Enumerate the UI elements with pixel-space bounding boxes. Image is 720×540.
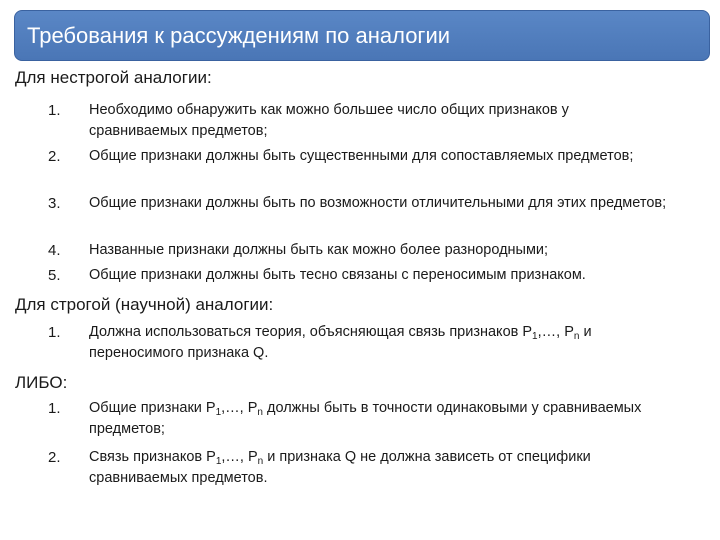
- subscript: 1: [215, 407, 222, 418]
- text-part: Должна использоваться теория, объясняющая связь признаков P: [89, 324, 533, 340]
- list-item-text: [89, 322, 671, 364]
- list-item-number: 2.: [48, 148, 61, 165]
- list-item-text: Общие признаки должны быть тесно связаны с переносимым признаком.: [89, 267, 586, 283]
- text-part: Общие признаки P: [89, 400, 216, 416]
- list-item-number: 4.: [48, 242, 61, 259]
- list-item-number: 1.: [48, 324, 61, 341]
- slide-title-bar: [14, 10, 710, 61]
- list-item-number: 5.: [48, 267, 61, 284]
- list-item-number: 1.: [48, 400, 61, 417]
- text-part: и переносимого признака Q.: [89, 324, 592, 361]
- text-part: ,…, P: [537, 324, 574, 340]
- list-item-number: 1.: [48, 102, 61, 119]
- subscript: 1: [215, 456, 222, 467]
- list-item-number: 2.: [48, 449, 61, 466]
- list-item-text: [89, 398, 671, 440]
- subscript: n: [257, 407, 263, 418]
- text-part: Связь признаков P: [89, 449, 216, 465]
- text-part: должны быть в точности одинаковыми у сравниваемых предметов;: [89, 400, 642, 437]
- list-item-text: Общие признаки должны быть по возможности отличительными для этих предметов;: [89, 195, 667, 211]
- subscript: n: [257, 456, 264, 467]
- list-item-text: Общие признаки должны быть существенными для сопоставляемых предметов;: [89, 148, 634, 164]
- section-heading-nonstrict: Для нестрогой аналогии:: [15, 68, 212, 87]
- slide-title: Требования к рассуждениям по аналогии: [27, 22, 451, 48]
- list-item-text: Названные признаки должны быть как можно более разнородными;: [89, 242, 549, 258]
- list-item-text: [89, 447, 671, 489]
- list-item-number: 3.: [48, 195, 61, 212]
- section-heading-strict: Для строгой (научной) аналогии:: [15, 295, 274, 314]
- subscript: 1: [532, 331, 538, 342]
- subscript: n: [573, 331, 580, 342]
- list-item-text: Необходимо обнаружить как можно большее число общих признаков у сравниваемых предметов;: [89, 102, 569, 139]
- text-part: и признака Q не должна зависеть от специфики сравниваемых предметов.: [89, 449, 591, 486]
- section-heading-or: ЛИБО:: [15, 373, 68, 392]
- text-part: ,…, P: [221, 449, 258, 465]
- text-part: ,…, P: [221, 400, 258, 416]
